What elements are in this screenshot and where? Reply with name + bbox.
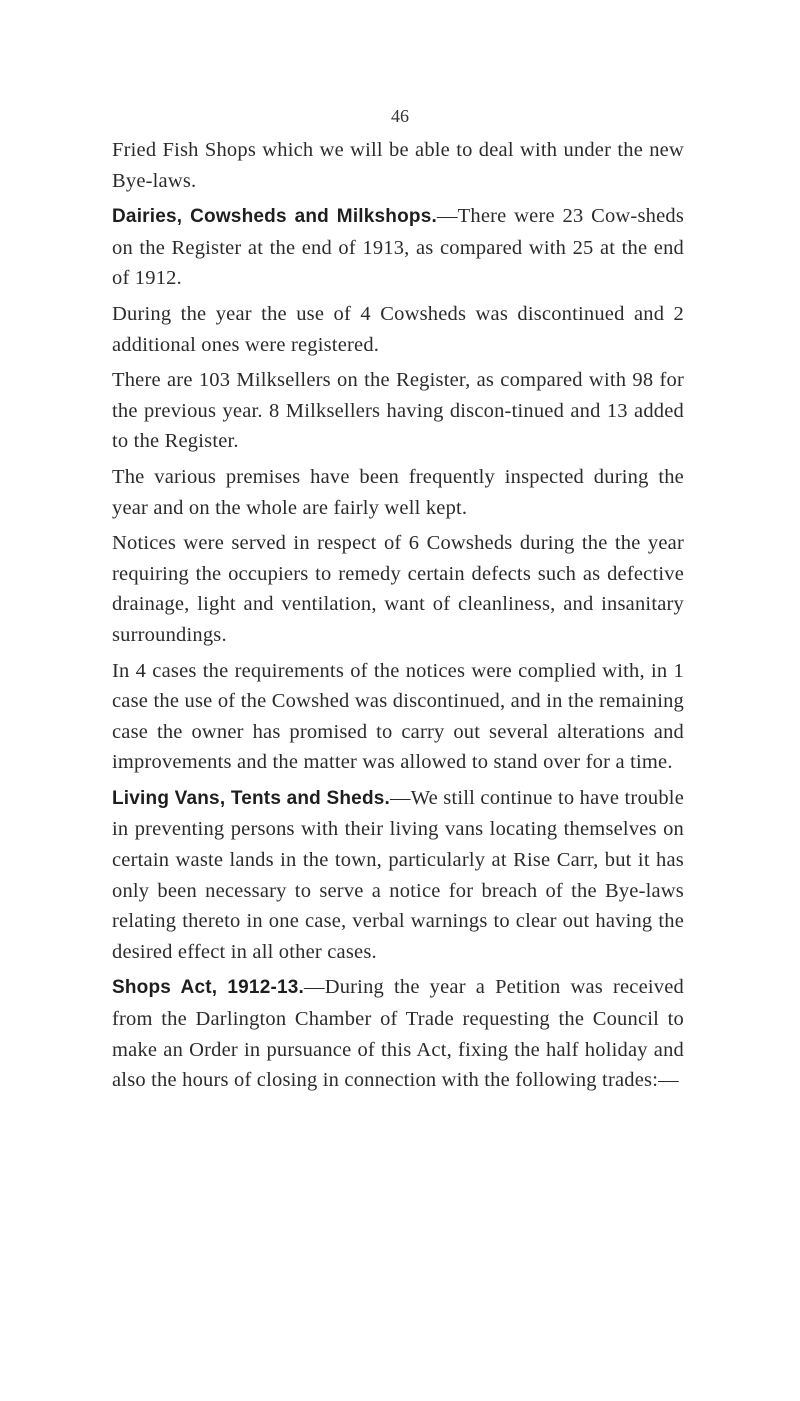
document-body xyxy=(112,135,684,1096)
section-heading-shops-act: Shops Act, 1912-13. xyxy=(112,977,304,999)
paragraph-notices-served xyxy=(112,528,684,650)
paragraph-text: There are 103 Milksellers on the Register, as compared with 98 for the previous year. 8 Milksellers having discon-tinued and 13 added to the Register. xyxy=(112,369,684,453)
paragraph-text: Fried Fish Shops which we will be able to deal with under the new Bye-laws. xyxy=(112,139,684,192)
paragraph-shops-act xyxy=(112,972,684,1095)
paragraph-fried-fish xyxy=(112,135,684,196)
paragraph-living-vans xyxy=(112,783,684,968)
section-heading-dairies: Dairies, Cowsheds and Milkshops. xyxy=(112,206,437,228)
paragraph-text: —We still continue to have trouble in preventing persons with their living vans locating themselves on certain waste lands in the town, particularly at Rise Carr, but it has only been necessary to serve a notice for breach of the Bye-laws relating thereto in one case, verbal warnings to clear out having the desired effect in all other cases. xyxy=(112,786,684,963)
paragraph-text: During the year the use of 4 Cowsheds was discontinued and 2 additional ones were registered. xyxy=(112,302,684,356)
paragraph-dairies xyxy=(112,201,684,294)
paragraph-cowsheds-discontinued xyxy=(112,299,684,360)
paragraph-premises-inspected xyxy=(112,462,684,523)
paragraph-text: —There were 23 Cow-sheds on the Register at the end of 1913, as compared with 25 at the end of 1912. xyxy=(112,205,684,290)
page-number: 46 xyxy=(391,106,409,126)
paragraph-text: The various premises have been frequently inspected during the year and on the whole are fairly well kept. xyxy=(112,465,684,519)
paragraph-milksellers xyxy=(112,365,684,457)
paragraph-text: Notices were served in respect of 6 Cowsheds during the the year requiring the occupiers to remedy certain defects such as defective drainage, light and ventilation, want of cleanliness, and insanitary surroundings. xyxy=(112,532,684,646)
paragraph-requirements-complied xyxy=(112,656,684,778)
section-heading-living-vans: Living Vans, Tents and Sheds. xyxy=(112,787,390,809)
paragraph-text: In 4 cases the requirements of the notices were complied with, in 1 case the use of the Cowshed was discontinued, and in the remaining case the owner has promised to carry out several alterations and improvements and the matter was allowed to stand over for a time. xyxy=(112,659,684,774)
paragraph-text: —During the year a Petition was received from the Darlington Chamber of Trade requesting the Council to make an Order in pursuance of this Act, fixing the half holiday and also the hours of closing in connection with the following trades:— xyxy=(112,976,684,1092)
